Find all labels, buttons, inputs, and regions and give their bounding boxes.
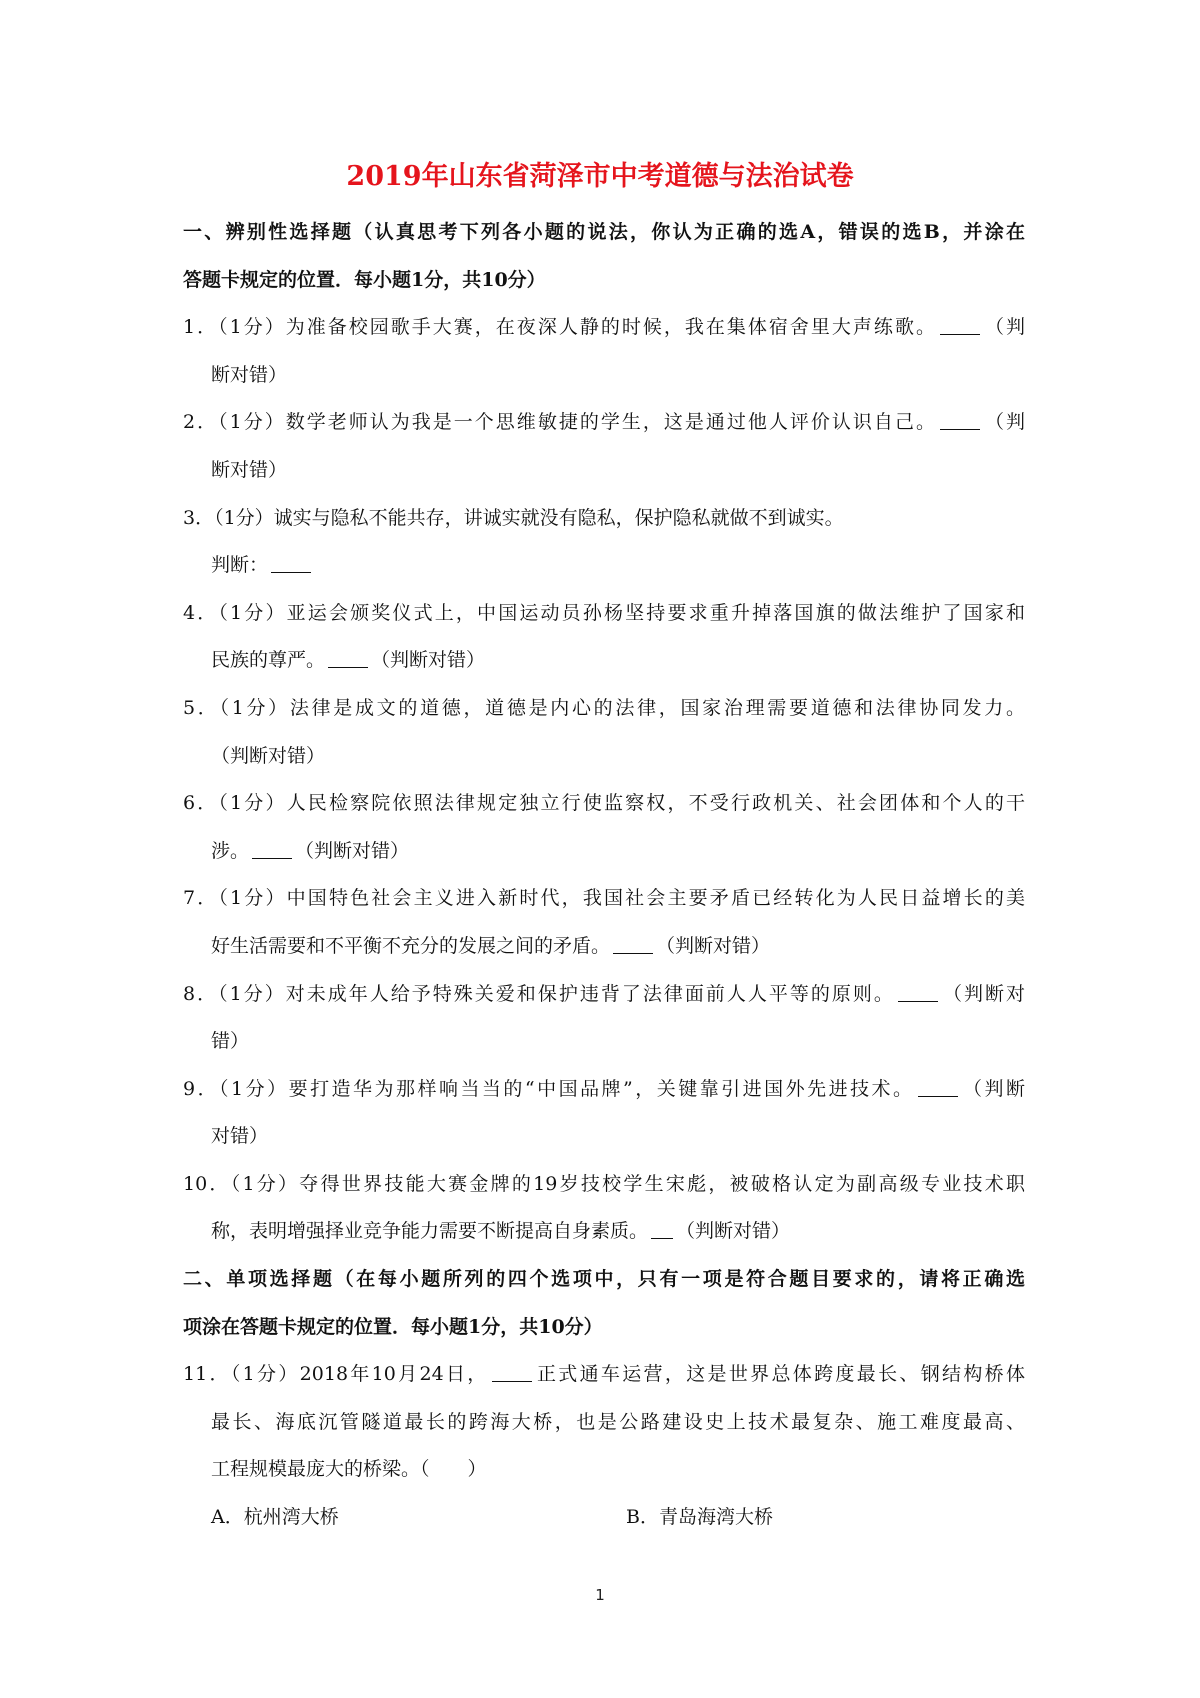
answer-blank[interactable]	[940, 428, 980, 430]
question-5-line1: 5．（1分）法律是成文的道德，道德是内心的法律，国家治理需要道德和法律协同发力。	[183, 696, 1025, 719]
answer-blank[interactable]	[492, 1380, 532, 1382]
question-7-line2: 好生活需要和不平衡不充分的发展之间的矛盾。 （判断对错）	[211, 934, 771, 957]
question-11-line1: 11．（1分）2018年10月24日， 正式通车运营，这是世界总体跨度最长、钢结构桥体	[183, 1363, 1025, 1386]
answer-blank[interactable]	[271, 571, 311, 573]
section2-heading-line2: 项涂在答题卡规定的位置．每小题1分，共10分）	[183, 1315, 603, 1338]
question-4-line2: 民族的尊严。 （判断对错）	[211, 649, 486, 672]
question-9-line2: 对错）	[211, 1125, 269, 1148]
question-1-line1: 1．（1分）为准备校园歌手大赛，在夜深人静的时候，我在集体宿舍里大声练歌。 （判	[183, 316, 1025, 339]
question-10-line1: 10．（1分）夺得世界技能大赛金牌的19岁技校学生宋彪，被破格认定为副高级专业技术职	[183, 1172, 1025, 1195]
answer-blank[interactable]	[918, 1095, 958, 1097]
question-6-line2: 涉。 （判断对错）	[211, 839, 410, 862]
section1-heading-line1: 一、辨别性选择题（认真思考下列各小题的说法，你认为正确的选A，错误的选B，并涂在	[183, 221, 1025, 243]
question-9-line1: 9．（1分）要打造华为那样响当当的“中国品牌”，关键靠引进国外先进技术。 （判断	[183, 1077, 1025, 1100]
answer-blank[interactable]	[898, 1000, 938, 1002]
question-5-line2: （判断对错）	[211, 744, 326, 767]
question-1-line2: 断对错）	[211, 363, 288, 386]
question-7-line1: 7．（1分）中国特色社会主义进入新时代，我国社会主要矛盾已经转化为人民日益增长的美	[183, 887, 1025, 910]
question-4-line1: 4．（1分）亚运会颁奖仪式上，中国运动员孙杨坚持要求重升掉落国旗的做法维护了国家和	[183, 601, 1025, 624]
question-3-line1: 3．（1分）诚实与隐私不能共存，讲诚实就没有隐私，保护隐私就做不到诚实。	[183, 506, 844, 529]
exam-title: 2019年山东省菏泽市中考道德与法治试卷	[346, 161, 854, 192]
question-2-line2: 断对错）	[211, 458, 288, 481]
question-2-line1: 2．（1分）数学老师认为我是一个思维敏捷的学生，这是通过他人评价认识自己。 （判	[183, 411, 1025, 434]
answer-blank[interactable]	[651, 1237, 673, 1239]
page-number: 1	[595, 1586, 605, 1604]
question-3-line2: 判断：	[183, 542, 1025, 590]
option-b[interactable]: B．青岛海湾大桥	[626, 1506, 773, 1529]
section1-heading-line2: 答题卡规定的位置．每小题1分，共10分）	[183, 268, 546, 291]
question-8-line1: 8．（1分）对未成年人给予特殊关爱和保护违背了法律面前人人平等的原则。 （判断对	[183, 982, 1025, 1005]
question-11-line3: 工程规模最庞大的桥梁。（ ）	[211, 1458, 487, 1481]
question-11-options	[183, 1494, 1025, 1542]
option-a[interactable]: A．杭州湾大桥	[211, 1506, 339, 1529]
section2-heading-line1: 二、单项选择题（在每小题所列的四个选项中，只有一项是符合题目要求的，请将正确选	[183, 1268, 1025, 1291]
question-6-line1: 6．（1分）人民检察院依照法律规定独立行使监察权，不受行政机关、社会团体和个人的干	[183, 792, 1025, 815]
answer-blank[interactable]	[940, 333, 980, 335]
answer-blank[interactable]	[328, 666, 368, 668]
question-10-line2: 称，表明增强择业竞争能力需要不断提高自身素质。 （判断对错）	[211, 1220, 791, 1243]
exam-content	[183, 209, 1025, 1542]
question-8-line2: 错）	[211, 1030, 250, 1053]
answer-blank[interactable]	[252, 857, 292, 859]
answer-blank[interactable]	[613, 952, 653, 954]
question-11-line2: 最长、海底沉管隧道最长的跨海大桥，也是公路建设史上技术最复杂、施工难度最高、	[211, 1410, 1025, 1433]
